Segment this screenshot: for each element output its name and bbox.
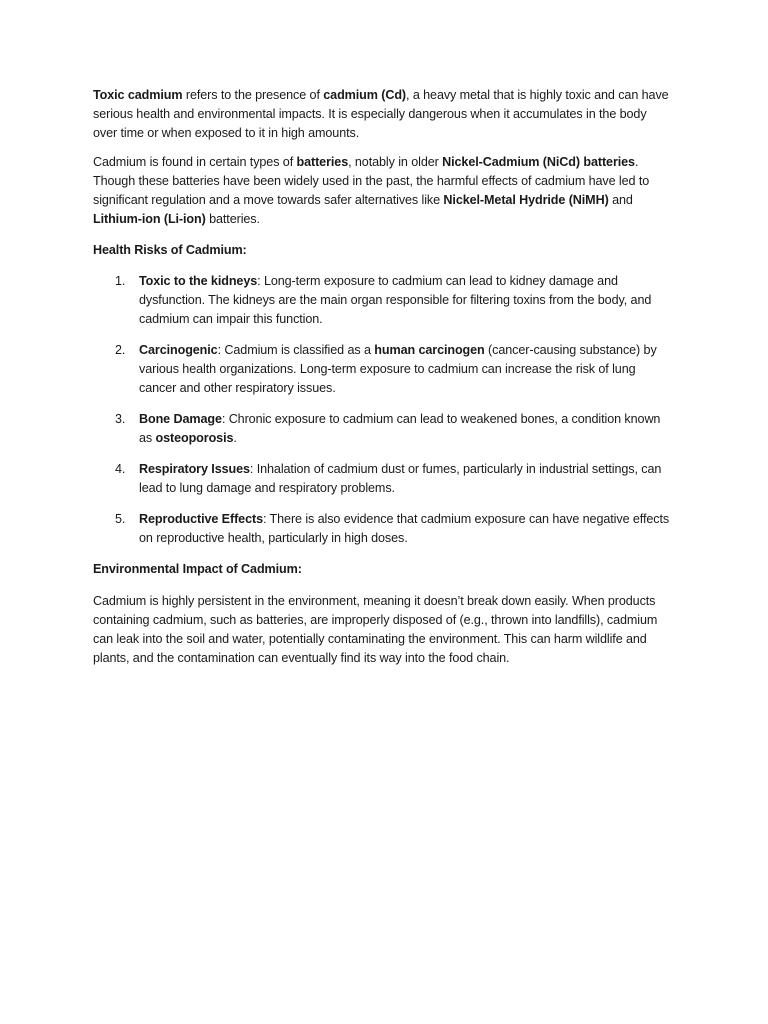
item-text: (cancer-causing substance) by various health organizations. Long-term exposure to cadmium can increase the risk of lung cancer and other respiratory issues. [139,343,657,395]
text-run: Cadmium is found in certain types of [93,155,297,169]
list-number: 1. [115,274,126,288]
item-title: Toxic to the kidneys [139,274,258,288]
item-title: Respiratory Issues [139,462,250,476]
batteries-paragraph [93,153,672,229]
list-item [93,460,672,498]
item-text: : Long-term exposure to cadmium can lead to kidney damage and dysfunction. The kidneys are the main organ responsible for filtering toxins from the body, and cadmium can impair this function. [139,274,652,326]
list-number: 2. [115,343,126,357]
list-number: 3. [115,412,126,426]
environmental-impact-heading: Environmental Impact of Cadmium: [93,562,302,576]
term-nimh: Nickel-Metal Hydride (NiMH) [443,193,609,207]
term-cadmium-cd: cadmium (Cd) [323,88,407,102]
term-li-ion: Lithium-ion (Li-ion) [93,212,206,226]
environmental-impact-paragraph: Cadmium is highly persistent in the environment, meaning it doesn’t break down easily. When products containing cadmium, such as batteries, are improperly disposed of (e.g., thrown into landfills), cadmium can leak into the soil and water, potentially contaminating the environment. This can harm wildlife and plants, and the contamination can eventually find its way into the food chain. [93,594,658,665]
health-risks-heading: Health Risks of Cadmium: [93,243,247,257]
item-text: : Inhalation of cadmium dust or fumes, particularly in industrial settings, can lead to lung damage and respiratory problems. [139,462,662,495]
term-nicd: Nickel-Cadmium (NiCd) batteries [442,155,635,169]
list-number: 4. [115,462,126,476]
health-risks-list [93,272,672,548]
list-number: 5. [115,512,126,526]
term-toxic-cadmium: Toxic cadmium [93,88,183,102]
list-item [93,510,672,548]
item-title: Bone Damage [139,412,222,426]
text-run: . Though these batteries have been widely used in the past, the harmful effects of cadmium have led to significant regulation and a move towards safer alternatives like [93,155,650,207]
text-run: , notably in older [348,155,443,169]
term-batteries: batteries [296,155,349,169]
item-text: : There is also evidence that cadmium exposure can have negative effects on reproductive health, particularly in high doses. [139,512,670,545]
term-osteoporosis: osteoporosis [155,431,234,445]
text-run: , a heavy metal that is highly toxic and can have serious health and environmental impacts. It is especially dangerous when it accumulates in the body over time or when exposed to it in high amounts. [93,88,669,140]
text-run: refers to the presence of [182,88,324,102]
term-human-carcinogen: human carcinogen [374,343,485,357]
list-item [93,272,672,329]
list-item [93,410,672,448]
text-run: and [608,193,633,207]
list-item [93,341,672,398]
intro-paragraph [93,86,672,143]
item-title: Reproductive Effects [139,512,263,526]
item-text: : Chronic exposure to cadmium can lead to weakened bones, a condition known as [139,412,661,445]
item-text: . [233,431,237,445]
text-run: batteries. [205,212,260,226]
item-title: Carcinogenic [139,343,218,357]
item-text: : Cadmium is classified as a [217,343,375,357]
